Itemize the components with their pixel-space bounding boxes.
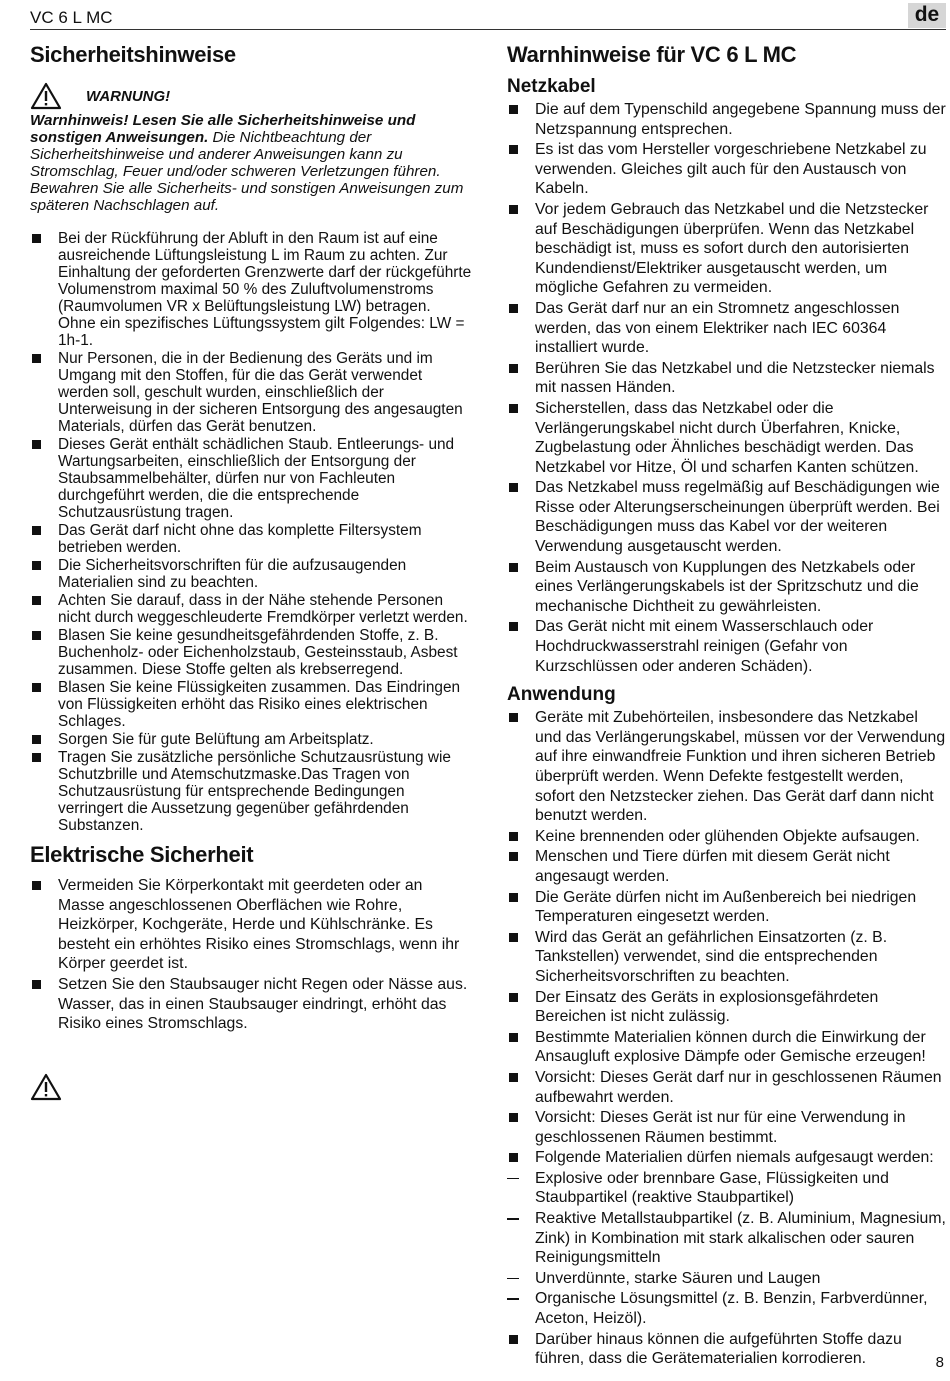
dash-list-item: Unverdünnte, starke Säuren und Laugen — [507, 1269, 947, 1289]
list-item: Sorgen Sie für gute Belüftung am Arbeitsplatz. — [30, 731, 472, 748]
safety-list — [30, 230, 472, 834]
warning-triangle-icon — [30, 82, 62, 110]
section-title-electrical: Elektrische Sicherheit — [30, 842, 254, 867]
warning-label: WARNUNG! — [86, 87, 171, 105]
list-item: Vorsicht: Dieses Gerät darf nur in geschlossenen Räumen aufbewahrt werden. — [507, 1068, 947, 1107]
list-item: Geräte mit Zubehörteilen, insbesondere das Netzkabel und das Verlängerungskabel, müssen vor der Verwendung auf ihre einwandfreie Funktion und ihren sicheren Betrieb überprüft werden. Wenn Defekte festgestellt werden, sofort den Netzstecker ziehen. Das Gerät darf dann nicht benutzt werden. — [507, 708, 947, 826]
list-item: Berühren Sie das Netzkabel und die Netzstecker niemals mit nassen Händen. — [507, 359, 947, 398]
subsection-title-netzkabel: Netzkabel — [507, 76, 596, 97]
list-item: Sicherstellen, dass das Netzkabel oder die Verlängerungskabel nicht durch Überfahren, Knicke, Zugbelastung oder Ähnliches beschädigt werden. Das Netzkabel vor Hitze, Öl und scharfen Kanten schützen. — [507, 399, 947, 477]
list-item: Tragen Sie zusätzliche persönliche Schutzausrüstung wie Schutzbrille und Atemschutzmaske.Das Tragen von Schutzausrüstung für entsprechende Bedingungen verringert die Aussetzung gegenüber gefährdenden Substanzen. — [30, 749, 472, 834]
warning-paragraph — [30, 112, 472, 180]
dash-list-item: Reaktive Metallstaubpartikel (z. B. Aluminium, Magnesium, Zink) in Kombination mit stark alkalischen oder sauren Reinigungsmitteln — [507, 1209, 947, 1268]
list-item: Darüber hinaus können die aufgeführten Stoffe dazu führen, dass die Gerätematerialien korrodieren. — [507, 1330, 947, 1369]
warning-triangle-icon — [30, 1073, 62, 1101]
list-item: Bei der Rückführung der Abluft in den Raum ist auf eine ausreichende Lüftungsleistung L im Raum zu achten. Zur Einhaltung der geforderten Grenzwerte darf der rückgeführte Volumenstrom maximal 50 % des Zuluftvolumenstroms (Raumvolumen VR x Belüftungsleistung LW) betragen. Ohne ein spezifisches Lüftungssystem gilt Folgendes: LW = 1h-1. — [30, 230, 472, 349]
electrical-list — [30, 876, 472, 1034]
list-item: Der Einsatz des Geräts in explosionsgefährdeten Bereichen ist nicht zulässig. — [507, 988, 947, 1027]
section-title-warnings: Warnhinweise für VC 6 L MC — [507, 42, 797, 67]
list-item: Blasen Sie keine gesundheitsgefährdenden Stoffe, z. B. Buchenholz- oder Eichenholzstaub, Gesteinsstaub, Asbest zusammen. Diese Stoffe gelten als krebserregend. — [30, 627, 472, 678]
list-item: Folgende Materialien dürfen niemals aufgesaugt werden: — [507, 1148, 947, 1168]
list-item: Das Netzkabel muss regelmäßig auf Beschädigungen wie Risse oder Alterungserscheinungen überprüft werden. Bei Beschädigungen muss das Kabel vor der weiteren Verwendung ausgetauscht werden. — [507, 478, 947, 556]
left-column — [30, 36, 472, 1106]
warning-rest: Die Nichtbeachtung der Sicherheitshinweise und anderer Anweisungen kann zu Stromschlag, Feuer und/oder schweren Verletzungen führen. — [30, 129, 441, 180]
list-item: Menschen und Tiere dürfen mit diesem Gerät nicht angesaugt werden. — [507, 847, 947, 886]
dash-list-item: Organische Lösungsmittel (z. B. Benzin, Farbverdünner, Aceton, Heizöl). — [507, 1289, 947, 1328]
list-item: Das Gerät darf nicht ohne das komplette Filtersystem betrieben werden. — [30, 522, 472, 556]
list-item: Bestimmte Materialien können durch die Einwirkung der Ansaugluft explosive Dämpfe oder Gemische erzeugen! — [507, 1028, 947, 1067]
right-column — [507, 36, 947, 1370]
list-item: Dieses Gerät enthält schädlichen Staub. Entleerungs- und Wartungsarbeiten, einschließlich der Entsorgung der Staubsammelbehälter, dürfen nur von Fachleuten durchgeführt werden, die die entsprechende Schutzausrüstung tragen. — [30, 436, 472, 521]
warning-keep-paragraph: Bewahren Sie alle Sicherheits- und sonstigen Anweisungen zum späteren Nachschlagen auf. — [30, 180, 464, 214]
list-item: Es ist das vom Hersteller vorgeschriebene Netzkabel zu verwenden. Gleiches gilt auch für den Austausch von Kabeln. — [507, 140, 947, 199]
section-title-safety: Sicherheitshinweise — [30, 42, 236, 67]
warning-intro: Warnhinweis! Lesen Sie alle Sicherheitshinweise und sonstigen Anweisungen. — [30, 112, 416, 146]
warning-header — [30, 82, 472, 110]
netzkabel-list — [507, 100, 947, 676]
subsection-title-anwendung: Anwendung — [507, 684, 616, 706]
list-item: Achten Sie darauf, dass in der Nähe stehende Personen nicht durch weggeschleuderte Fremdkörper verletzt werden. — [30, 592, 472, 626]
list-item: Beim Austausch von Kupplungen des Netzkabels oder eines Verlängerungskabels ist der Spritzschutz und die mechanische Dichtheit zu gewährleisten. — [507, 558, 947, 617]
list-item: Die Sicherheitsvorschriften für die aufzusaugenden Materialien sind zu beachten. — [30, 557, 472, 591]
list-item: Vorsicht: Dieses Gerät ist nur für eine Verwendung in geschlossenen Räumen bestimmt. — [507, 1108, 947, 1147]
language-badge: de — [908, 3, 946, 28]
anwendung-list — [507, 708, 947, 1369]
list-item: Setzen Sie den Staubsauger nicht Regen oder Nässe aus. Wasser, das in einen Staubsauger eindringt, erhöht das Risiko eines Stromschlags. — [30, 975, 472, 1034]
header-model: VC 6 L MC — [30, 8, 113, 27]
list-item: Keine brennenden oder glühenden Objekte aufsaugen. — [507, 827, 947, 847]
list-item: Die auf dem Typenschild angegebene Spannung muss der Netzspannung entsprechen. — [507, 100, 947, 139]
list-item: Die Geräte dürfen nicht im Außenbereich bei niedrigen Temperaturen eingesetzt werden. — [507, 888, 947, 927]
list-item: Das Gerät nicht mit einem Wasserschlauch oder Hochdruckwasserstrahl reinigen (Gefahr von Kurzschlüssen oder anderen Schäden). — [507, 617, 947, 676]
list-item: Nur Personen, die in der Bedienung des Geräts und im Umgang mit den Stoffen, für die das Gerät verwendet werden soll, geschult wurden, einschließlich der Unterweisung in der sicheren Entsorgung des angesaugten Materials, dürfen das Gerät benutzen. — [30, 350, 472, 435]
list-item: Das Gerät darf nur an ein Stromnetz angeschlossen werden, das von einem Elektriker nach IEC 60364 installiert wurde. — [507, 299, 947, 358]
page-number: 8 — [935, 1354, 944, 1371]
list-item: Blasen Sie keine Flüssigkeiten zusammen. Das Eindringen von Flüssigkeiten erhöht das Risiko eines elektrischen Schlages. — [30, 679, 472, 730]
header-rule — [30, 29, 946, 30]
dash-list-item: Explosive oder brennbare Gase, Flüssigkeiten und Staubpartikel (reaktive Staubpartikel) — [507, 1169, 947, 1208]
list-item: Vor jedem Gebrauch das Netzkabel und die Netzstecker auf Beschädigungen überprüfen. Wenn das Netzkabel beschädigt ist, muss es sofort durch den autorisierten Kundendienst/Elektriker ausgetauscht werden, um mögliche Gefahren zu vermeiden. — [507, 200, 947, 298]
list-item: Wird das Gerät an gefährlichen Einsatzorten (z. B. Tankstellen) verwendet, sind die entsprechenden Sicherheitsvorschriften zu beachten. — [507, 928, 947, 987]
list-item: Vermeiden Sie Körperkontakt mit geerdeten oder an Masse angeschlossenen Oberflächen wie Rohre, Heizkörper, Kochgeräte, Herde und Kühlschränke. Es besteht ein erhöhtes Risiko eines Stromschlags, wenn ihr Körper geerdet ist. — [30, 876, 472, 974]
